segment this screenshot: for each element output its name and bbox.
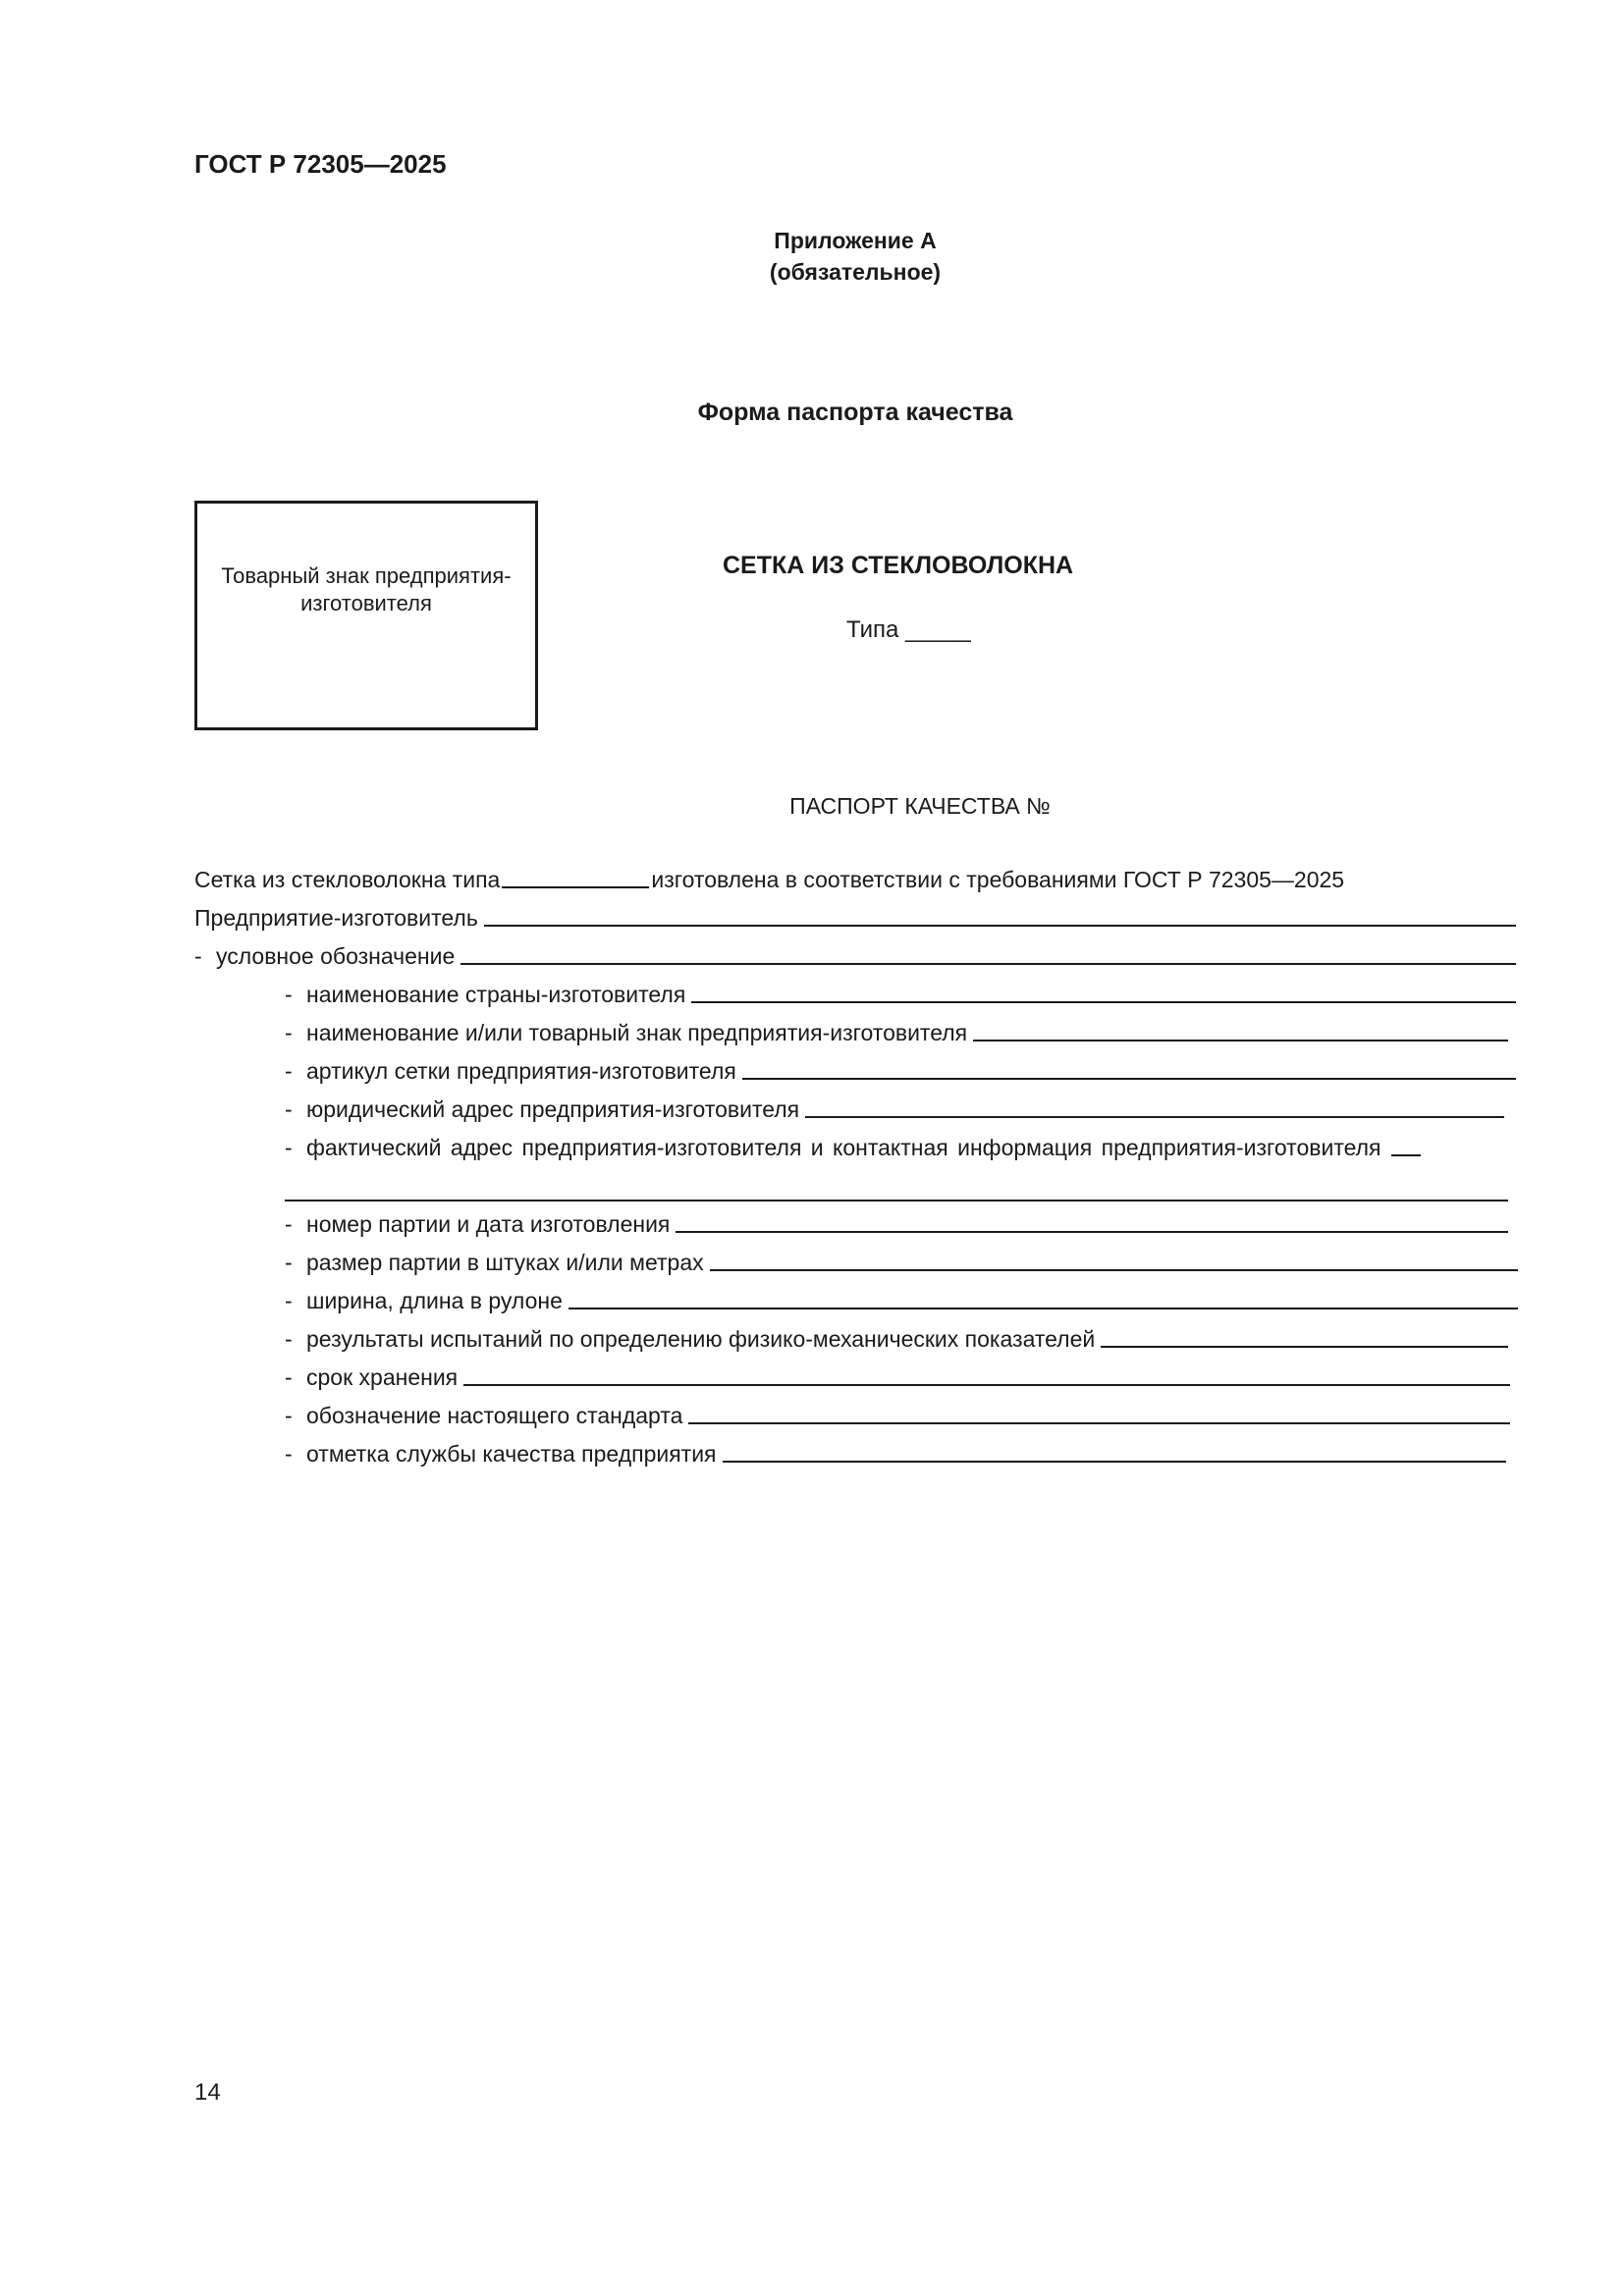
form-item-row xyxy=(285,1247,1518,1276)
roll-dimensions-field[interactable] xyxy=(568,1308,1518,1309)
standard-designation-field[interactable] xyxy=(688,1422,1510,1424)
trademark-box-label: Товарный знак предприятия-изготовителя xyxy=(221,563,512,615)
standard-code: ГОСТ Р 72305—2025 xyxy=(194,149,447,179)
actual-address-continuation-field[interactable] xyxy=(285,1200,1508,1201)
form-item-row xyxy=(285,1208,1508,1238)
dash: - xyxy=(285,1058,293,1084)
product-type-line: Типа _____ xyxy=(846,616,971,643)
dash: - xyxy=(285,1211,293,1237)
dash: - xyxy=(285,1135,293,1160)
page-number: 14 xyxy=(194,2079,221,2106)
item-label: обозначение настоящего стандарта xyxy=(306,1403,683,1428)
designation-row xyxy=(194,940,1516,970)
product-title: СЕТКА ИЗ СТЕКЛОВОЛОКНА xyxy=(723,552,1074,579)
form-item-row xyxy=(285,979,1516,1008)
manufacturer-field[interactable] xyxy=(484,925,1516,927)
passport-number-heading: ПАСПОРТ КАЧЕСТВА № xyxy=(789,793,1051,819)
trademark-box xyxy=(194,501,538,730)
item-label: ширина, длина в рулоне xyxy=(306,1288,563,1313)
form-item-row xyxy=(285,1094,1504,1123)
dash: - xyxy=(285,982,293,1007)
legal-address-field[interactable] xyxy=(805,1116,1504,1118)
dash: - xyxy=(285,1364,293,1390)
item-label: срок хранения xyxy=(306,1364,459,1390)
batch-field[interactable] xyxy=(676,1231,1508,1233)
item-label: наименование и/или товарный знак предприятия-изготовителя xyxy=(306,1020,968,1045)
country-field[interactable] xyxy=(691,1001,1516,1003)
form-item-row xyxy=(285,1362,1510,1391)
dash: - xyxy=(285,1441,293,1467)
item-label: отметка службы качества предприятия xyxy=(306,1441,717,1467)
item-label: юридический адрес предприятия-изготовителя xyxy=(306,1096,800,1122)
form-item-row xyxy=(285,1323,1508,1353)
item-label: размер партии в штуках и/или метрах xyxy=(306,1250,704,1275)
trademark-field[interactable] xyxy=(973,1040,1508,1041)
dash: - xyxy=(285,1020,293,1045)
type-blank-field[interactable] xyxy=(502,886,649,888)
item-label: фактический адрес предприятия-изготовителя и контактная информация предприятия-изготовителя xyxy=(306,1135,1381,1160)
annex-title: Приложение А xyxy=(774,228,937,253)
dash: - xyxy=(194,943,202,969)
actual-address-field[interactable] xyxy=(1391,1154,1421,1156)
annex-kind: (обязательное) xyxy=(769,259,942,285)
designation-label: условное обозначение xyxy=(216,943,456,969)
dash: - xyxy=(285,1096,293,1122)
dash: - xyxy=(285,1326,293,1352)
form-item-row xyxy=(285,1055,1516,1085)
form-item-row xyxy=(285,1285,1518,1314)
item-label: результаты испытаний по определению физико-механических показателей xyxy=(306,1326,1096,1352)
intro-prefix: Сетка из стекловолокна типа xyxy=(194,867,501,892)
manufacturer-label: Предприятие-изготовитель xyxy=(194,905,478,931)
manufacturer-row xyxy=(194,902,1516,932)
form-item-row xyxy=(285,1400,1510,1429)
batch-size-field[interactable] xyxy=(710,1269,1518,1271)
form-item-row xyxy=(285,1132,1421,1161)
form-title: Форма паспорта качества xyxy=(697,399,1013,426)
quality-mark-field[interactable] xyxy=(723,1461,1506,1463)
dash: - xyxy=(285,1288,293,1313)
intro-row xyxy=(194,864,1344,893)
item-label: артикул сетки предприятия-изготовителя xyxy=(306,1058,736,1084)
storage-period-field[interactable] xyxy=(463,1384,1510,1386)
intro-suffix: изготовлена в соответствии с требованиями ГОСТ Р 72305—2025 xyxy=(651,867,1345,892)
form-item-row xyxy=(285,1017,1508,1046)
test-results-field[interactable] xyxy=(1101,1346,1508,1348)
dash: - xyxy=(285,1250,293,1275)
article-field[interactable] xyxy=(742,1078,1516,1080)
designation-field[interactable] xyxy=(460,963,1516,965)
item-label: номер партии и дата изготовления xyxy=(306,1211,671,1237)
form-item-row xyxy=(285,1438,1506,1468)
item-label: наименование страны-изготовителя xyxy=(306,982,686,1007)
dash: - xyxy=(285,1403,293,1428)
